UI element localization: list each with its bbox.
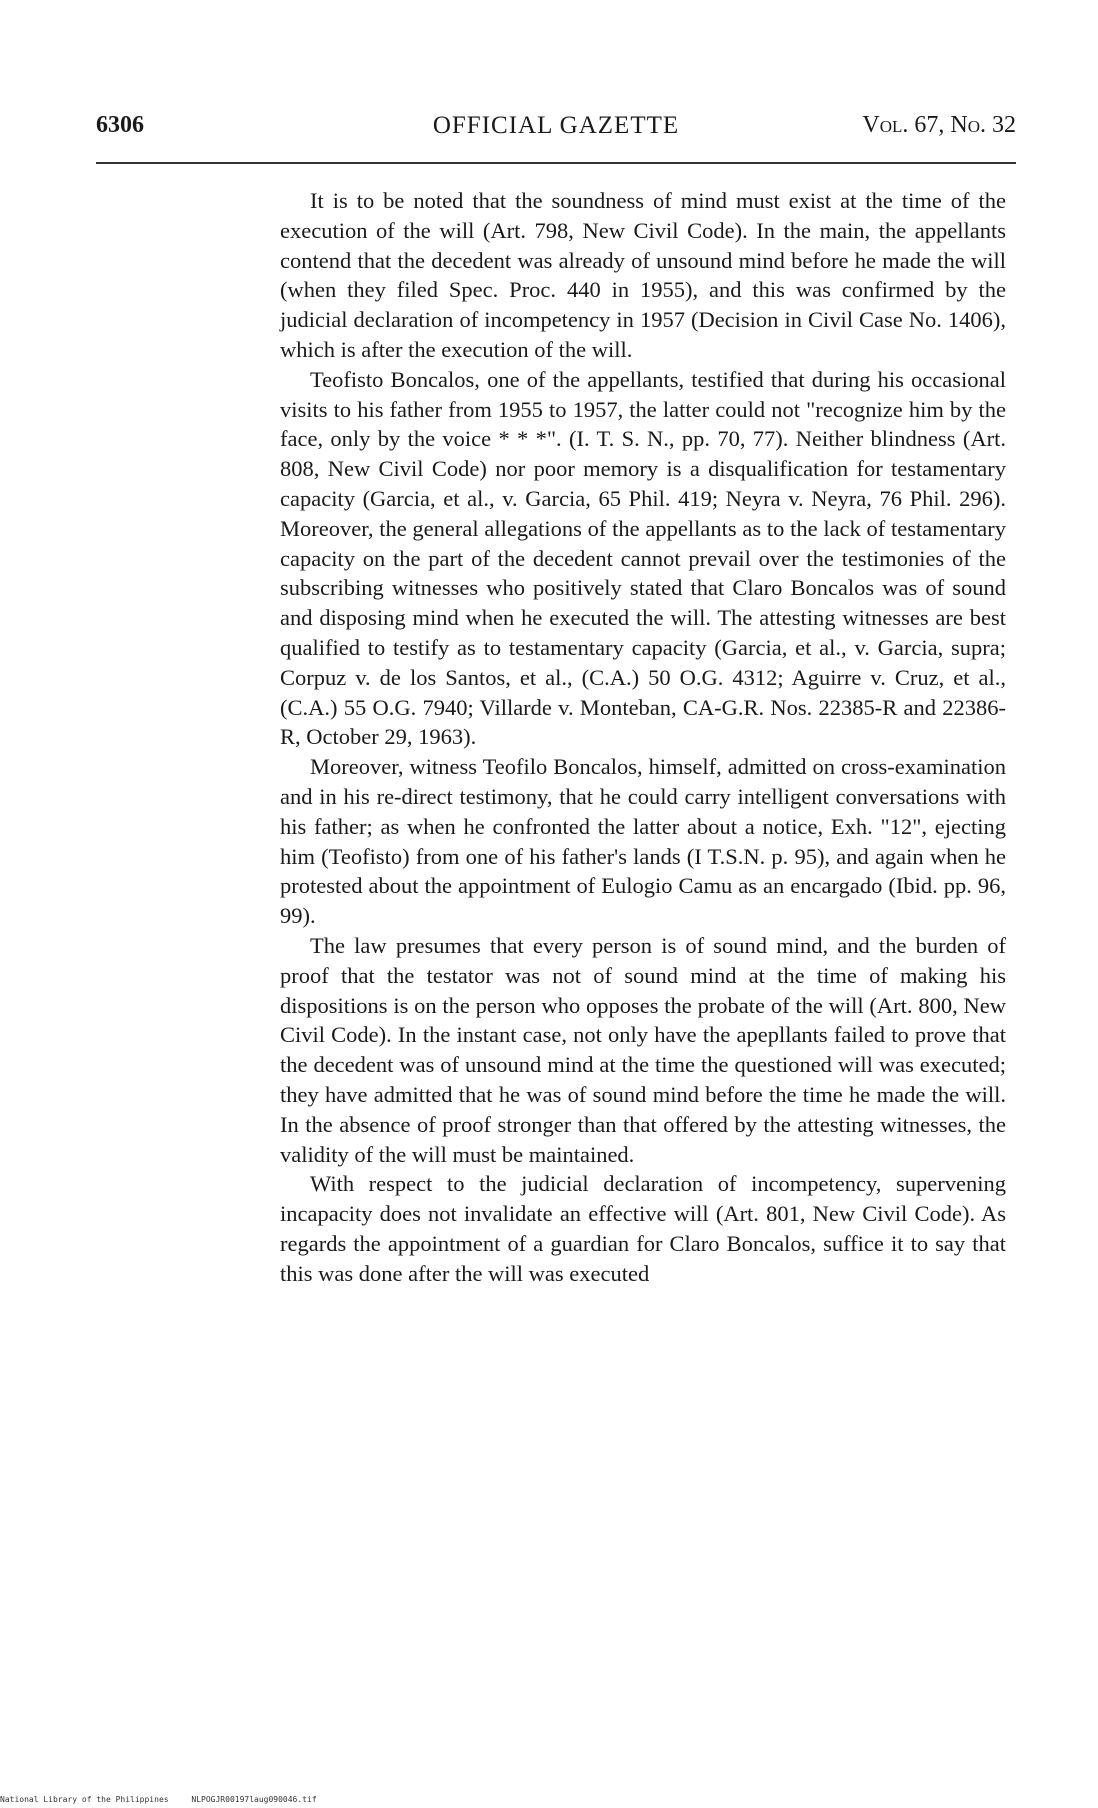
paragraph-teofisto-testimony: Teofisto Boncalos, one of the appellants, testified that during his occasional visits to his father from 1955 to 1957, the latter could not "recognize him by the face, only by the voice * * *". (I. T. S. N., pp. 70, 77). Neither blindness (Art. 808, New Civil Code) nor poor memory is a disqualification for testamentary capacity (Garcia, et al., v. Garcia, 65 Phil. 419; Neyra v. Neyra, 76 Phil. 296). Moreover, the general allegations of the appellants as to the lack of testamentary capacity on the part of the decedent cannot prevail over the testimonies of the subscribing witnesses who positively stated that Claro Boncalos was of sound and disposing mind when he executed the will. The attesting witnesses are best qualified to testify as to testamentary capacity (Garcia, et al., v. Garcia, supra; Corpuz v. de los Santos, et al., (C.A.) 50 O.G. 4312; Aguirre v. Cruz, et al., (C.A.) 55 O.G. 7940; Villarde v. Monteban, CA-G.R. Nos. 22385-R and 22386-R, October 29, 1963). xyxy=(280,366,1006,750)
paragraph-cross-examination: Moreover, witness Teofilo Boncalos, himself, admitted on cross-examination and in his re-direct testimony, that he could carry intelligent conversations with his father; as when he confronted the latter about a notice, Exh. "12", ejecting him (Teofisto) from one of his father's lands (I T.S.N. p. 95), and again when he protested about the appointment of Eulogio Camu as an encargado (Ibid. pp. 96, 99). xyxy=(280,754,1006,929)
paragraph-legal-presumption: The law presumes that every person is of sound mind, and the burden of proof that the testator was not of sound mind at the time of making his dispositions is on the person who opposes the probate of the will (Art. 800, New Civil Code). In the instant case, not only have the apepllants failed to prove that the decedent was of unsound mind at the time the questioned will was executed; they have admitted that he was of sound mind before the time he made the will. In the absence of proof stronger than that offered by the attesting witnesses, the validity of the will must be maintained. xyxy=(280,932,1006,1167)
page-number: 6306 xyxy=(96,112,144,138)
scan-file-id: NLPOGJR00197laug090046.tif xyxy=(191,1795,317,1804)
page-header xyxy=(96,112,1016,152)
header-rule xyxy=(96,162,1016,164)
scan-footer xyxy=(0,1795,335,1804)
library-credit: National Library of the Philippines xyxy=(0,1795,169,1804)
journal-title: OFFICIAL GAZETTE xyxy=(432,112,680,139)
paragraph-soundness-of-mind: It is to be noted that the soundness of mind must exist at the time of the execution of the will (Art. 798, New Civil Code). In the main, the appellants contend that the decedent was already of unsound mind before he made the will (when they filed Spec. Proc. 440 in 1955), and this was confirmed by the judicial declaration of incompetency in 1957 (Decision in Civil Case No. 1406), which is after the execution of the will. xyxy=(280,188,1006,362)
volume-number: Vol. 67, No. 32 xyxy=(862,112,1016,138)
body-text xyxy=(280,186,1006,1288)
paragraph-judicial-declaration: With respect to the judicial declaration of incompetency, supervening incapacity does not invalidate an effective will (Art. 801, New Civil Code). As regards the appointment of a guardian for Claro Boncalos, suffice it to say that this was done after the will was executed xyxy=(280,1171,1006,1286)
